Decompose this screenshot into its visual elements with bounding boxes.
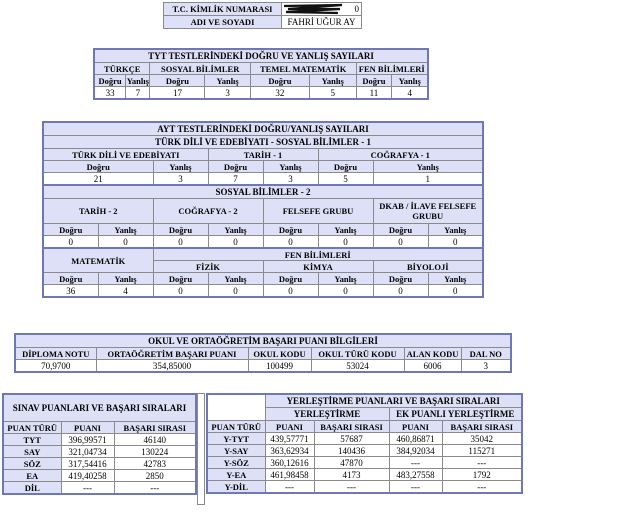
puan: 321,04734 [61, 446, 114, 458]
ayt-dogru-header: Doğru [263, 224, 318, 236]
yerlestirme-title: YERLEŞTİRME PUANLARI VE BAŞARI SIRALARI [265, 394, 522, 408]
basari-sirasi: 57687 [314, 433, 389, 445]
table-row [207, 481, 522, 494]
ayt-value: 0 [98, 236, 153, 249]
ek-basari-sirasi: 115271 [442, 445, 522, 457]
obp-value: 354,85000 [96, 360, 248, 373]
basari-sirasi: 42783 [114, 458, 196, 470]
ayt-yanlis-header: Yanlış [428, 224, 483, 236]
table-row [3, 434, 196, 446]
tyt-yanlis-header: Yanlış [392, 75, 428, 87]
puan-turu: TYT [3, 434, 61, 446]
obp-header: DAL NO [461, 348, 511, 360]
tyt-subject-fen: FEN BİLİMLERİ [356, 63, 428, 75]
tc-value-fragment: 0 [354, 4, 359, 14]
obp-title: OKUL VE ORTAÖĞRETİM BAŞARI PUANI BİLGİLERİ [15, 334, 511, 348]
ayt-subject-matematik: MATEMATİK [43, 248, 153, 273]
puan-turu: SÖZ [3, 458, 61, 470]
ayt-value: 0 [153, 285, 208, 298]
ek-puan: 460,86871 [389, 433, 442, 445]
puan: 439,57771 [265, 433, 314, 445]
tyt-value: 7 [126, 87, 150, 100]
ayt-subject-tarih2: TARİH - 2 [43, 199, 153, 224]
ayt-group2-title: SOSYAL BİLİMLER - 2 [43, 185, 483, 199]
sinav-header: BAŞARI SIRASI [114, 422, 196, 434]
tyt-subject-turkce: TÜRKÇE [94, 63, 150, 75]
yer-header: PUANI [389, 421, 442, 433]
obp-value: 53024 [311, 360, 404, 373]
ayt-value: 3 [153, 173, 208, 186]
sinav-title: SINAV PUANLARI VE BAŞARI SIRALARI [3, 394, 196, 422]
ayt-dogru-header: Doğru [153, 224, 208, 236]
ek-basari-sirasi: --- [442, 457, 522, 469]
puan: --- [61, 482, 114, 495]
ayt-value: 0 [208, 236, 263, 249]
ayt-subject-cografya2: COĞRAFYA - 2 [153, 199, 263, 224]
ek-puan: --- [389, 481, 442, 494]
identity-table [163, 2, 362, 29]
table-row [207, 457, 522, 469]
ayt-dogru-header: Doğru [153, 273, 208, 285]
sinav-header: PUAN TÜRÜ [3, 422, 61, 434]
ek-basari-sirasi: 1792 [442, 469, 522, 481]
table-row [3, 482, 196, 495]
puan: 396,99571 [61, 434, 114, 446]
yerlestirme-table [206, 393, 523, 494]
basari-sirasi: --- [314, 481, 389, 494]
table-row [207, 469, 522, 481]
ayt-title: AYT TESTLERİNDEKİ DOĞRU/YANLIŞ SAYILARI [43, 122, 483, 136]
ayt-value: 21 [43, 173, 153, 186]
ayt-subject-kimya: KİMYA [263, 261, 373, 273]
tyt-dogru-header: Doğru [150, 75, 205, 87]
ayt-subject-felsefe: FELSEFE GRUBU [263, 199, 373, 224]
obp-value: 100499 [248, 360, 311, 373]
ayt-group1-title: TÜRK DİLİ VE EDEBİYATI - SOSYAL BİLİMLER - 1 [43, 136, 483, 149]
ayt-value: 0 [373, 236, 428, 249]
ayt-subject-tarih1: TARİH - 1 [208, 149, 318, 161]
puan-turu: SAY [3, 446, 61, 458]
table-row [207, 433, 522, 445]
divider [197, 393, 205, 505]
ayt-yanlis-header: Yanlış [208, 224, 263, 236]
tyt-subject-matematik: TEMEL MATEMATİK [250, 63, 356, 75]
ayt-dogru-header: Doğru [263, 273, 318, 285]
ayt-value: 0 [263, 236, 318, 249]
tyt-title: TYT TESTLERİNDEKİ DOĞRU VE YANLIŞ SAYILARI [94, 49, 428, 63]
ayt-yanlis-header: Yanlış [98, 224, 153, 236]
ayt-value: 7 [208, 173, 263, 186]
obp-value: 6006 [404, 360, 461, 373]
basari-sirasi: 4173 [314, 469, 389, 481]
basari-sirasi: 46140 [114, 434, 196, 446]
tyt-value: 33 [94, 87, 126, 100]
obp-header: ORTAÖĞRETİM BAŞARI PUANI [96, 348, 248, 360]
ayt-yanlis-header: Yanlış [153, 161, 208, 173]
ayt-value: 5 [318, 173, 373, 186]
puan-turu: Y-EA [207, 469, 265, 481]
ayt-tests-table [42, 121, 484, 298]
ayt-value: 4 [98, 285, 153, 298]
table-row [3, 470, 196, 482]
basari-sirasi: 130224 [114, 446, 196, 458]
ayt-value: 0 [428, 285, 483, 298]
ayt-subject-edebiyat: TÜRK DİLİ VE EDEBİYATI [43, 149, 208, 161]
basari-sirasi: 47870 [314, 457, 389, 469]
table-row [207, 445, 522, 457]
puan-turu: Y-SÖZ [207, 457, 265, 469]
ek-basari-sirasi: 35042 [442, 433, 522, 445]
tyt-value: 17 [150, 87, 205, 100]
puan: 317,54416 [61, 458, 114, 470]
ayt-value: 0 [208, 285, 263, 298]
ayt-dogru-header: Doğru [373, 224, 428, 236]
puan-turu: EA [3, 470, 61, 482]
ek-puan: --- [389, 457, 442, 469]
tyt-yanlis-header: Yanlış [126, 75, 149, 86]
table-row [3, 446, 196, 458]
yer-header: BAŞARI SIRASI [314, 421, 389, 433]
obp-header: OKUL KODU [248, 348, 311, 360]
ayt-value: 0 [318, 285, 373, 298]
puan-turu: DİL [3, 482, 61, 495]
ayt-yanlis-header: Yanlış [428, 273, 483, 285]
puan-turu: Y-SAY [207, 445, 265, 457]
sinav-table [2, 393, 197, 495]
ayt-value: 3 [263, 173, 318, 186]
ek-puan: 384,92034 [389, 445, 442, 457]
ayt-value: 0 [263, 285, 318, 298]
ayt-dogru-header: Doğru [43, 224, 98, 236]
yer-header: PUAN TÜRÜ [207, 421, 265, 433]
obp-header: ALAN KODU [404, 348, 461, 360]
obp-header: OKUL TÜRÜ KODU [311, 348, 404, 360]
yerlestirme-sub-right: EK PUANLI YERLEŞTİRME [389, 408, 522, 421]
ayt-subject-dkab: DKAB / İLAVE FELSEFE GRUBU [373, 199, 483, 224]
obp-table [14, 333, 512, 373]
tyt-dogru-header: Doğru [94, 75, 126, 87]
puan: 363,62934 [265, 445, 314, 457]
obp-value: 70,9700 [15, 360, 96, 373]
ayt-subject-biyoloji: BİYOLOJİ [373, 261, 483, 273]
ayt-yanlis-header: Yanlış [208, 273, 263, 285]
ayt-subject-fizik: FİZİK [153, 261, 263, 273]
ek-puan: 483,27558 [389, 469, 442, 481]
name-value: FAHRİ UĞUR AY [282, 16, 362, 29]
yer-header: BAŞARI SIRASI [442, 421, 522, 433]
ayt-dogru-header: Doğru [318, 161, 373, 173]
ayt-value: 0 [373, 285, 428, 298]
obp-header: DİPLOMA NOTU [15, 348, 96, 360]
puan-turu: Y-DİL [207, 481, 265, 494]
tyt-subject-sosyal: SOSYAL BİLİMLER [150, 63, 250, 75]
ayt-yanlis-header: Yanlış [98, 273, 153, 285]
ayt-dogru-header: Doğru [373, 273, 428, 285]
puan-turu: Y-TYT [207, 433, 265, 445]
ayt-value: 1 [373, 173, 483, 186]
puan: 419,40258 [61, 470, 114, 482]
ayt-value: 36 [43, 285, 98, 298]
ayt-yanlis-header: Yanlış [373, 161, 483, 173]
ayt-fen-title: FEN BİLİMLERİ [153, 248, 483, 261]
tyt-value: 11 [356, 87, 392, 100]
tyt-dogru-header: Doğru [250, 75, 309, 87]
yerlestirme-sub-left: YERLEŞTİRME [265, 408, 389, 421]
basari-sirasi: 140436 [314, 445, 389, 457]
tyt-tests-table [93, 48, 429, 100]
basari-sirasi: --- [114, 482, 196, 495]
ayt-value: 0 [428, 236, 483, 249]
yer-header: PUANI [265, 421, 314, 433]
tyt-value: 32 [250, 87, 309, 100]
ayt-value: 0 [43, 236, 98, 249]
puan: 461,98458 [265, 469, 314, 481]
redaction-scribble [282, 3, 346, 15]
puan: 360,12616 [265, 457, 314, 469]
ayt-yanlis-header: Yanlış [318, 224, 373, 236]
tc-value-redacted [282, 3, 362, 16]
ayt-value: 0 [318, 236, 373, 249]
table-row [3, 458, 196, 470]
obp-value: 3 [461, 360, 511, 373]
tyt-value: 4 [392, 87, 428, 100]
tyt-yanlis-header: Yanlış [205, 75, 250, 87]
ayt-dogru-header: Doğru [43, 273, 98, 285]
name-label: ADI VE SOYADI [164, 16, 282, 29]
ayt-yanlis-header: Yanlış [318, 273, 373, 285]
ayt-subject-cografya1: COĞRAFYA - 1 [318, 149, 483, 161]
ayt-yanlis-header: Yanlış [263, 161, 318, 173]
tyt-value: 3 [205, 87, 250, 100]
tyt-dogru-header: Doğru [356, 75, 392, 87]
ayt-value: 0 [153, 236, 208, 249]
basari-sirasi: 2850 [114, 470, 196, 482]
ayt-dogru-header: Doğru [208, 161, 263, 173]
puan: --- [265, 481, 314, 494]
sinav-header: PUANI [61, 422, 114, 434]
ek-basari-sirasi: --- [442, 481, 522, 494]
tyt-value: 5 [310, 87, 356, 100]
tc-label: T.C. KİMLİK NUMARASI [164, 3, 282, 16]
ayt-dogru-header: Doğru [43, 161, 153, 173]
tyt-yanlis-header: Yanlış [310, 75, 356, 87]
